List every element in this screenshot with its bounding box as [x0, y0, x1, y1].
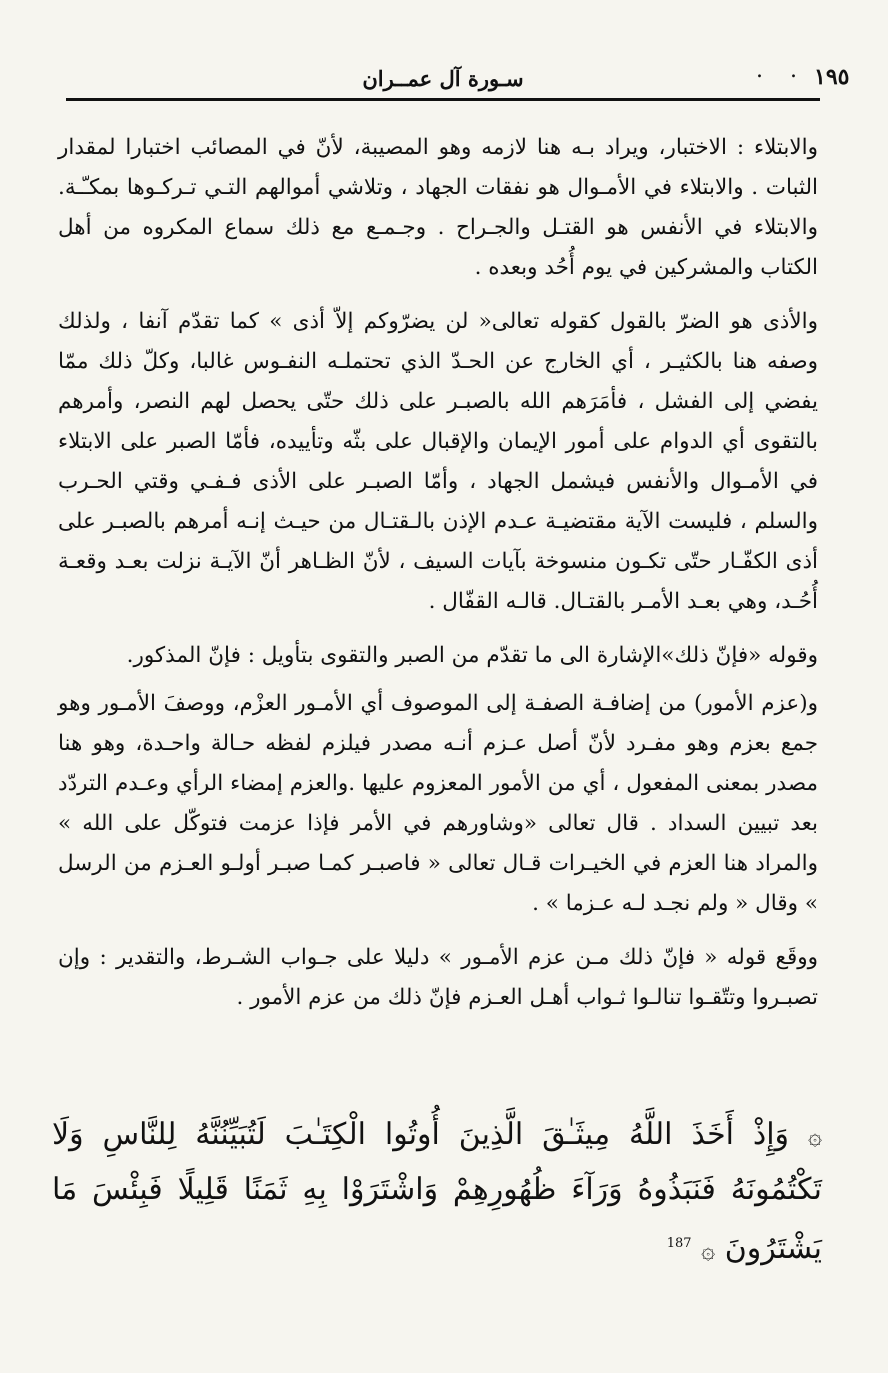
surah-title: سـورة آل عمــران [362, 66, 524, 91]
commentary-body [58, 128, 818, 1032]
paragraph-fa-inna-dhalik: وقوله «فإنّ ذلك»الإشارة الى ما تقدّم من الصبر والتقوى بتأويل : فإنّ المذكور. [126, 643, 818, 668]
page-number: ١٩٥ [814, 64, 850, 90]
page-header [66, 58, 850, 98]
quran-verse [52, 1108, 822, 1277]
verse-number: 187 [666, 1236, 692, 1251]
paragraph-adha: والأذى هو الضرّ بالقول كقوله تعالى« لن يضرّوكم إلاّ أذى » كما تقدّم آنفا ، ولذلك وصفه هنا بالكثيـر ، أي الخارج عن الحـدّ الذي تحتملـه النفـوس غالبا، وكلّ ذلك ممّا يفضي إلى الفشل ، فأمَرَهم الله بالصبـر على ذلك حتّى يحصل لهم النصر، وأمرهم بالتقوى أي الدوام على أمور الإيمان والإقبال على بثّه وتأييده، فأمّا الصبر على الابتلاء في الأمـوال والأنفس فيشمل الجهاد ، وأمّا الصبـر على الأذى فـفـي وقتي الحـرب والسلم ، فليست الآية مقتضيـة عـدم الإذن بالـقتـال من حيـث إنـه أمرهم بالصبـر على أذى الكفّـار حتّى تكـون منسوخة بآيات السيف ، لأنّ الظـاهر أنّ الآيـة نزلت بعـد وقعـة أُحُـد، وهي بعـد الأمـر بالقتـال. قالـه القفّال . [58, 309, 818, 614]
paragraph-jawab-al-shart: ووقَع قوله « فإنّ ذلك مـن عزم الأمـور » دليلا على جـواب الشـرط، والتقدير : وإن تصبـروا وتتّقـوا تنالـوا ثـواب أهـل العـزم فإنّ ذلك من عزم الأمور . [58, 945, 818, 1010]
verse-close-mark: ۞ [701, 1236, 716, 1264]
header-rule [66, 98, 820, 101]
verse-open-mark: ۞ [807, 1122, 822, 1150]
paragraph-azm-al-umur: و(عزم الأمور) من إضافـة الصفـة إلى الموصوف أي الأمـور العزْم، ووصفَ الأمـور وهو جمع بعزم وهو مفـرد لأنّ أصل عـزم أنـه مصدر فيلزم لفظه حـالة واحـدة، وهو هنا مصدر بمعنى المفعول ، أي من الأمور المعزوم عليها .والعزم إمضاء الرأي وعـدم التردّد بعد تبيين السداد . قال تعالى «وشاورهم في الأمر فإذا عزمت فتوكّل على الله » والمراد هنا العزم في الخيـرات قـال تعالى « فاصبـر كمـا صبـر أولـو العـزم من الرسل » وقال « ولم نجـد لـه عـزما » . [58, 691, 818, 916]
verse-text: وَإِذْ أَخَذَ اللَّهُ مِيثَـٰقَ الَّذِينَ أُوتُوا الْكِتَـٰبَ لَتُبَيِّنُنَّهُ لِلنَّاسِ وَلَا تَكْتُمُونَهُ فَنَبَذُوهُ وَرَآءَ ظُهُورِهِمْ وَاشْتَرَوْا بِهِ ثَمَنًا قَلِيلًا فَبِئْسَ مَا يَشْتَرُونَ [52, 1117, 822, 1266]
paragraph-ibtila: والابتلاء : الاختبار، ويراد بـه هنا لازمه وهو المصيبة، لأنّ في المصائب اختبارا لمقدار الثبات . والابتلاء في الأمـوال هو نفقات الجهاد ، وتلاشي أموالهم التـي تـركـوها بمكـّـة. والابتلاء في الأنفس هو القتـل والجـراح . وجـمـع مع ذلك سماع المكروه من أهل الكتاب والمشركين في يوم أُحُد وبعده . [58, 135, 818, 280]
header-dots: . . [756, 58, 807, 83]
